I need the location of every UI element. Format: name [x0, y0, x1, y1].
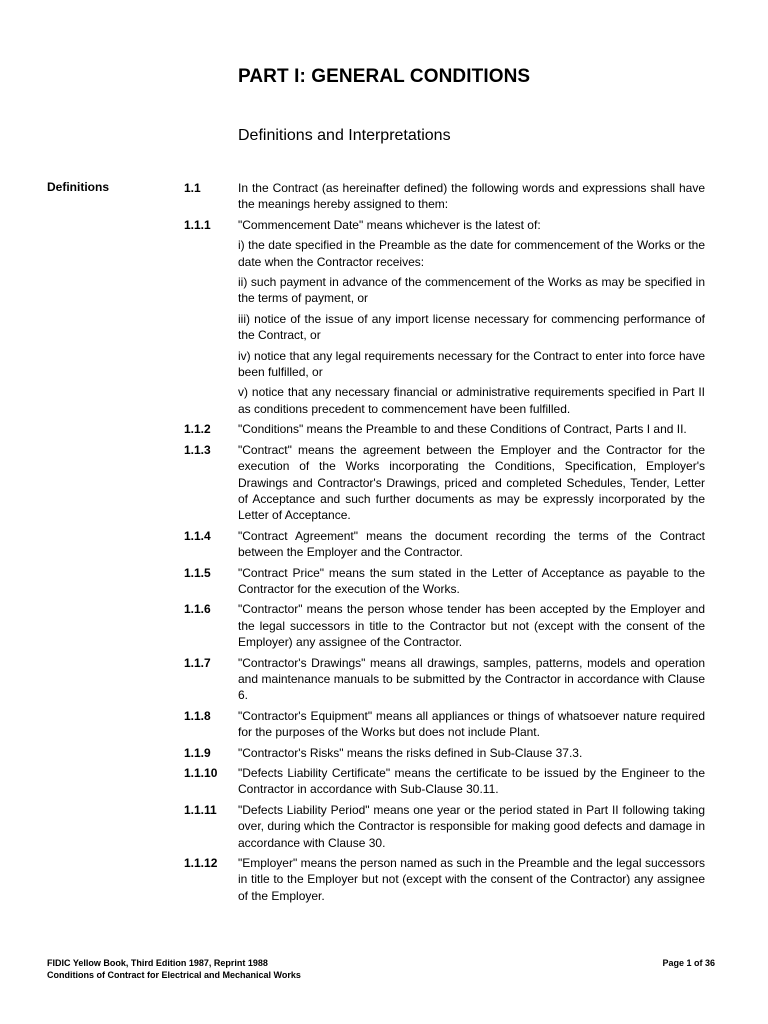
- clause-paragraph: In the Contract (as hereinafter defined) the following words and expressions shall have the meanings hereby assigned to them:: [238, 181, 705, 212]
- clause-body: [238, 180, 705, 217]
- clause-paragraph: "Contractor's Equipment" means all appliances or things of whatsoever nature required for the purposes of the Works but does not include Plant.: [238, 708, 705, 740]
- clause-body: [238, 708, 705, 745]
- clause-body: [238, 528, 705, 565]
- clause-row: [184, 601, 705, 654]
- clause-list: [184, 180, 705, 908]
- footer-edition: FIDIC Yellow Book, Third Edition 1987, Reprint 1988: [47, 958, 268, 968]
- clause-paragraph: "Contract" means the agreement between the Employer and the Contractor for the execution of the Works incorporating the Conditions, Specification, Employer's Drawings and Contractor's Drawings, priced and completed Schedules, Tender, Letter of Acceptance and such further documents as may be expressly incorporated by the Letter of Acceptance.: [238, 442, 705, 523]
- clause-number: 1.1.6: [184, 602, 211, 617]
- clause-paragraph: "Employer" means the person named as such in the Preamble and the legal successors in title to the Employer but not (except with the consent of the Contractor) any assignee of the Employer.: [238, 856, 705, 903]
- clause-row: [184, 217, 705, 421]
- clause-number: 1.1.3: [184, 442, 211, 457]
- footer-subtitle: Conditions of Contract for Electrical and Mechanical Works: [47, 970, 301, 980]
- clause-row: [184, 180, 705, 217]
- clause-paragraph: "Defects Liability Period" means one year or the period stated in Part II following taking over, during which the Contractor is responsible for making good defects and damage in accordance with Clause 30.: [238, 802, 705, 850]
- clause-paragraph: "Defects Liability Certificate" means the certificate to be issued by the Engineer to the Contractor in accordance with Sub-Clause 30.11.: [238, 766, 705, 797]
- clause-number: 1.1.4: [184, 528, 211, 543]
- clause-body: [238, 745, 705, 765]
- clause-paragraph: "Contractor" means the person whose tender has been accepted by the Employer and the legal successors in title to the Contractor but not (except with the consent of the Employer) any assignee of the Contractor.: [238, 602, 705, 650]
- clause-body: [238, 421, 705, 441]
- clause-row: [184, 442, 705, 528]
- clause-body: [238, 601, 705, 654]
- clause-row: [184, 708, 705, 745]
- clause-body: [238, 655, 705, 708]
- clause-body: [238, 765, 705, 802]
- clause-paragraph: iv) notice that any legal requirements necessary for the Contract to enter into force have been fulfilled, or: [238, 348, 705, 380]
- footer-left: [47, 957, 301, 981]
- clause-body: [238, 802, 705, 855]
- clause-body: [238, 217, 705, 421]
- clause-paragraph: "Contract Price" means the sum stated in the Letter of Acceptance as payable to the Contractor for the execution of the Works.: [238, 565, 705, 596]
- clause-number: 1.1.5: [184, 565, 211, 580]
- clause-number: 1.1.2: [184, 422, 211, 437]
- clause-row: [184, 655, 705, 708]
- clause-number: 1.1.10: [184, 766, 218, 780]
- clause-paragraph: "Contract Agreement" means the document recording the terms of the Contract between the Employer and the Contractor.: [238, 528, 705, 560]
- clause-body: [238, 565, 705, 602]
- clause-row: [184, 421, 705, 441]
- clause-number: 1.1.7: [184, 655, 211, 670]
- clause-row: [184, 528, 705, 565]
- clause-paragraph: ii) such payment in advance of the commencement of the Works as may be specified in the terms of payment, or: [238, 275, 705, 306]
- clause-paragraph: "Contractor's Drawings" means all drawings, samples, patterns, models and operation and maintenance manuals to be submitted by the Contractor in accordance with Clause 6.: [238, 655, 705, 703]
- clause-body: [238, 442, 705, 528]
- side-heading-definitions: Definitions: [47, 180, 109, 194]
- page-number: Page 1 of 36: [662, 958, 715, 968]
- clause-number: 1.1: [184, 181, 201, 195]
- clause-paragraph: "Conditions" means the Preamble to and these Conditions of Contract, Parts I and II.: [238, 422, 687, 437]
- clause-number: 1.1.8: [184, 708, 211, 723]
- clause-number: 1.1.1: [184, 217, 211, 232]
- clause-row: [184, 855, 705, 908]
- clause-number: 1.1.9: [184, 745, 211, 760]
- clause-number: 1.1.12: [184, 856, 218, 871]
- clause-number: 1.1.11: [184, 802, 217, 817]
- clause-paragraph: iii) notice of the issue of any import license necessary for commencing performance of the Contract, or: [238, 311, 705, 343]
- clause-row: [184, 745, 705, 765]
- clause-row: [184, 765, 705, 802]
- clause-body: [238, 855, 705, 908]
- section-subtitle: Definitions and Interpretations: [238, 127, 451, 144]
- clause-paragraph: "Contractor's Risks" means the risks defined in Sub-Clause 37.3.: [238, 745, 583, 760]
- clause-row: [184, 565, 705, 602]
- clause-paragraph: i) the date specified in the Preamble as the date for commencement of the Works or the date when the Contractor receives:: [238, 238, 705, 269]
- clause-row: [184, 802, 705, 855]
- clause-paragraph: "Commencement Date" means whichever is the latest of:: [238, 217, 541, 232]
- clause-paragraph: v) notice that any necessary financial or administrative requirements specified in Part II as conditions precedent to commencement have been fulfilled.: [238, 385, 705, 416]
- page-title: PART I: GENERAL CONDITIONS: [238, 66, 531, 87]
